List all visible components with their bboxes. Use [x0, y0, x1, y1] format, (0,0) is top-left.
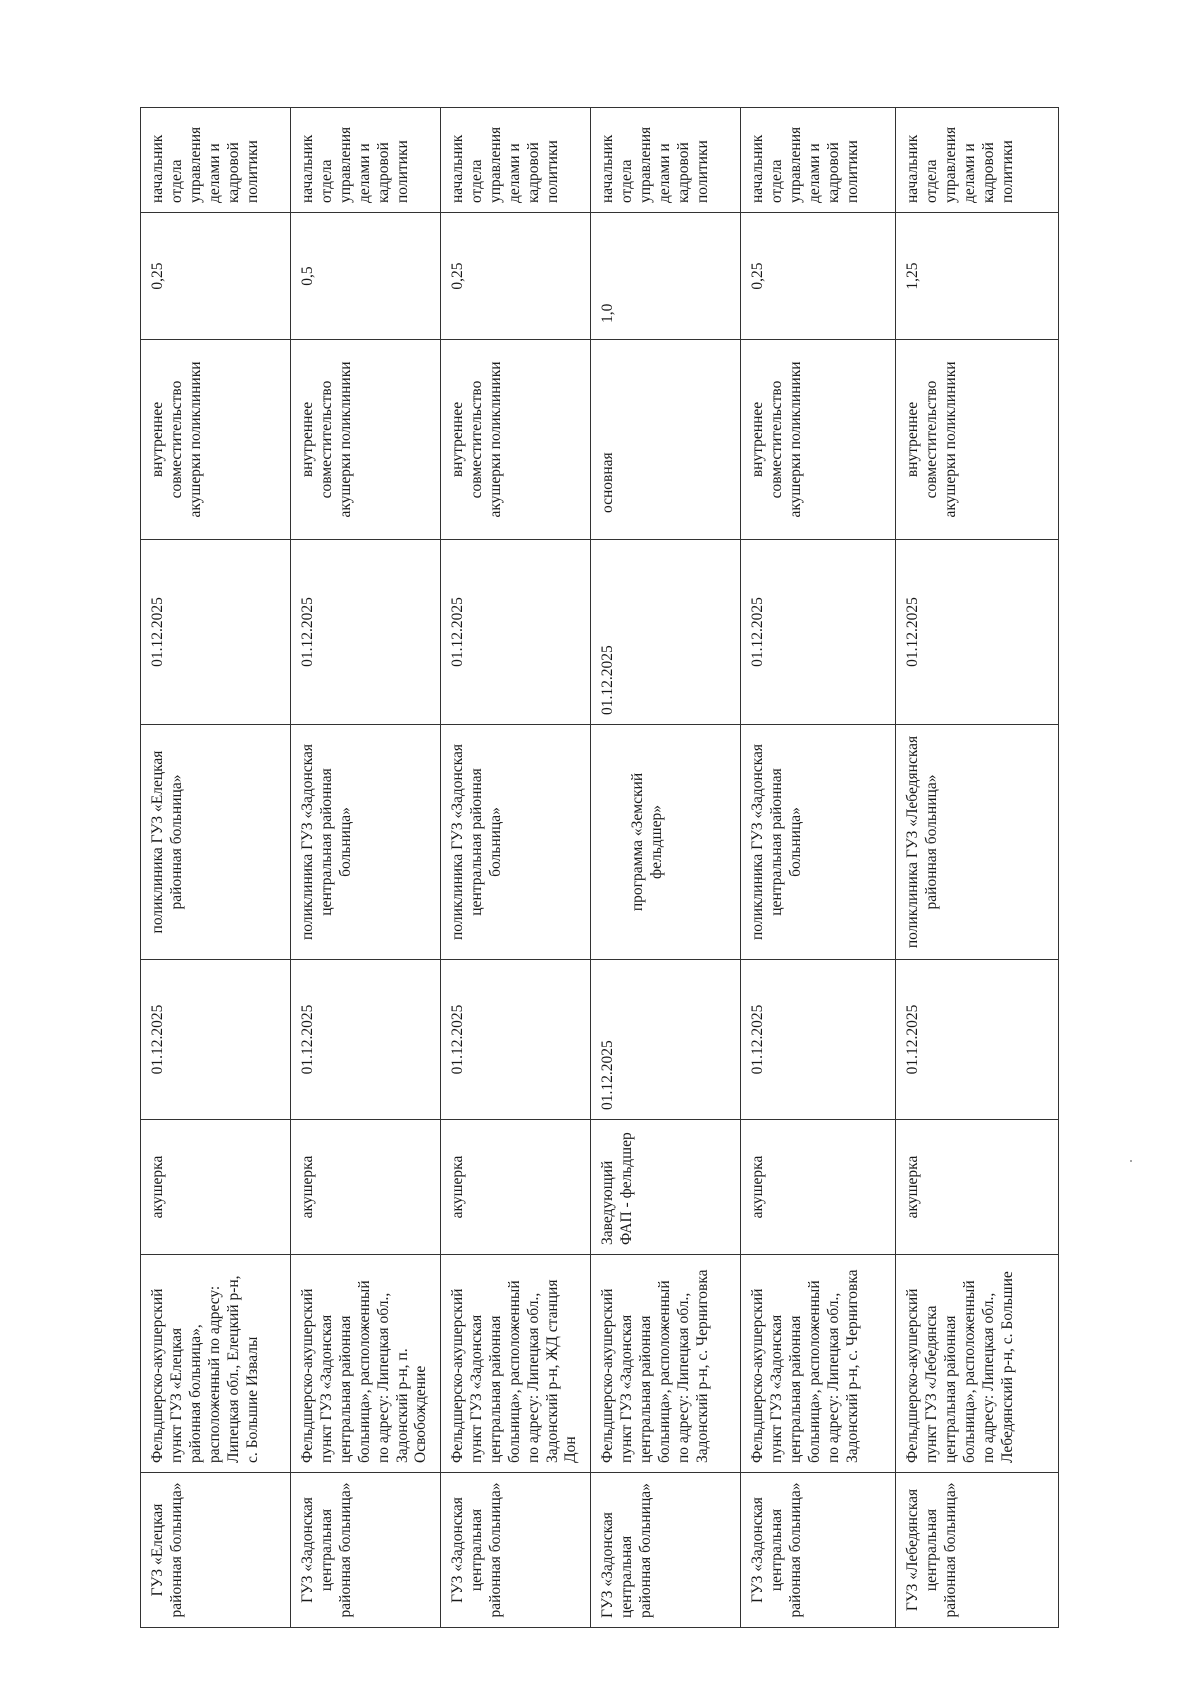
- cell-position: акушерка: [441, 1120, 591, 1255]
- cell-employment-type: основная: [591, 340, 741, 540]
- cell-date-to: 01.12.2025: [441, 540, 591, 725]
- cell-date-from: 01.12.2025: [741, 960, 896, 1120]
- cell-employment-type: внутреннее совместительство акушерки поликлиники: [741, 340, 896, 540]
- table-row: [291, 108, 441, 1628]
- cell-position: акушерка: [741, 1120, 896, 1255]
- rotated-page: [140, 108, 1058, 1628]
- cell-location: Фельдшерско-акушерский пункт ГУЗ «Задонская центральная районная больница», расположенный по адресу: Липецкая обл., Задонский р-н, с. Черниговка: [741, 1255, 896, 1473]
- cell-date-from: 01.12.2025: [291, 960, 441, 1120]
- cell-position: Заведующий ФАП - фельдшер: [591, 1120, 741, 1255]
- table-row: [141, 108, 291, 1628]
- cell-position: акушерка: [896, 1120, 1059, 1255]
- cell-rate: 0,25: [441, 213, 591, 340]
- cell-responsible: начальник отдела управления делами и кадровой политики: [896, 108, 1059, 213]
- cell-date-to: 01.12.2025: [291, 540, 441, 725]
- cell-rate: 1,25: [896, 213, 1059, 340]
- cell-rate: 0,5: [291, 213, 441, 340]
- cell-rate: 1,0: [591, 213, 741, 340]
- table-row: [441, 108, 591, 1628]
- table-row: [591, 108, 741, 1628]
- cell-date-from: 01.12.2025: [441, 960, 591, 1120]
- cell-date-from: 01.12.2025: [591, 960, 741, 1120]
- cell-date-from: 01.12.2025: [141, 960, 291, 1120]
- cell-position: акушерка: [141, 1120, 291, 1255]
- cell-basis: поликлиника ГУЗ «Задонская центральная районная больница»: [291, 725, 441, 960]
- cell-location: Фельдшерско-акушерский пункт ГУЗ «Задонская центральная районная больница», расположенный по адресу: Липецкая обл., Задонский р-н, ЖД станция Дон: [441, 1255, 591, 1473]
- cell-employment-type: внутреннее совместительство акушерки поликлиники: [141, 340, 291, 540]
- cell-organization: ГУЗ «Задонская центральная районная больница»: [441, 1473, 591, 1628]
- table-row: [741, 108, 896, 1628]
- cell-date-to: 01.12.2025: [896, 540, 1059, 725]
- scan-speck: [1130, 1160, 1132, 1162]
- cell-rate: 0,25: [141, 213, 291, 340]
- cell-organization: ГУЗ «Задонская центральная районная больница»: [741, 1473, 896, 1628]
- cell-date-to: 01.12.2025: [591, 540, 741, 725]
- cell-employment-type: внутреннее совместительство акушерки поликлиники: [291, 340, 441, 540]
- cell-location: Фельдшерско-акушерский пункт ГУЗ «Лебедянска центральная районная больница», расположенный по адресу: Липецкая обл., Лебедянский р-н, с. Большие: [896, 1255, 1059, 1473]
- cell-rate: 0,25: [741, 213, 896, 340]
- cell-employment-type: внутреннее совместительство акушерки поликлиники: [896, 340, 1059, 540]
- cell-location: Фельдшерско-акушерский пункт ГУЗ «Елецкая районная больница», расположенный по адресу: Липецкая обл., Елецкий р-н, с. Большие Извалы: [141, 1255, 291, 1473]
- cell-basis: поликлиника ГУЗ «Задонская центральная районная больница»: [741, 725, 896, 960]
- cell-date-to: 01.12.2025: [741, 540, 896, 725]
- cell-date-from: 01.12.2025: [896, 960, 1059, 1120]
- cell-organization: ГУЗ «Елецкая районная больница»: [141, 1473, 291, 1628]
- cell-responsible: начальник отдела управления делами и кадровой политики: [591, 108, 741, 213]
- cell-location: Фельдшерско-акушерский пункт ГУЗ «Задонская центральная районная больница», расположенный по адресу: Липецкая обл., Задонский р-н, п. Освобождение: [291, 1255, 441, 1473]
- cell-responsible: начальник отдела управления делами и кадровой политики: [291, 108, 441, 213]
- cell-organization: ГУЗ «Задонская центральная районная больница»: [591, 1473, 741, 1628]
- cell-position: акушерка: [291, 1120, 441, 1255]
- cell-location: Фельдшерско-акушерский пункт ГУЗ «Задонская центральная районная больница», расположенный по адресу: Липецкая обл., Задонский р-н, с. Черниговка: [591, 1255, 741, 1473]
- cell-organization: ГУЗ «Лебедянская центральная районная больница»: [896, 1473, 1059, 1628]
- cell-basis: поликлиника ГУЗ «Задонская центральная районная больница»: [441, 725, 591, 960]
- cell-basis: поликлиника ГУЗ «Лебедянская районная больница»: [896, 725, 1059, 960]
- cell-basis: программа «Земский фельдшер»: [591, 725, 741, 960]
- cell-basis: поликлиника ГУЗ «Елецкая районная больница»: [141, 725, 291, 960]
- cell-employment-type: внутреннее совместительство акушерки поликлиники: [441, 340, 591, 540]
- vacancy-table: [140, 107, 1059, 1628]
- cell-organization: ГУЗ «Задонская центральная районная больница»: [291, 1473, 441, 1628]
- cell-responsible: начальник отдела управления делами и кадровой политики: [441, 108, 591, 213]
- cell-responsible: начальник отдела управления делами и кадровой политики: [141, 108, 291, 213]
- cell-responsible: начальник отдела управления делами и кадровой политики: [741, 108, 896, 213]
- table-row: [896, 108, 1059, 1628]
- cell-date-to: 01.12.2025: [141, 540, 291, 725]
